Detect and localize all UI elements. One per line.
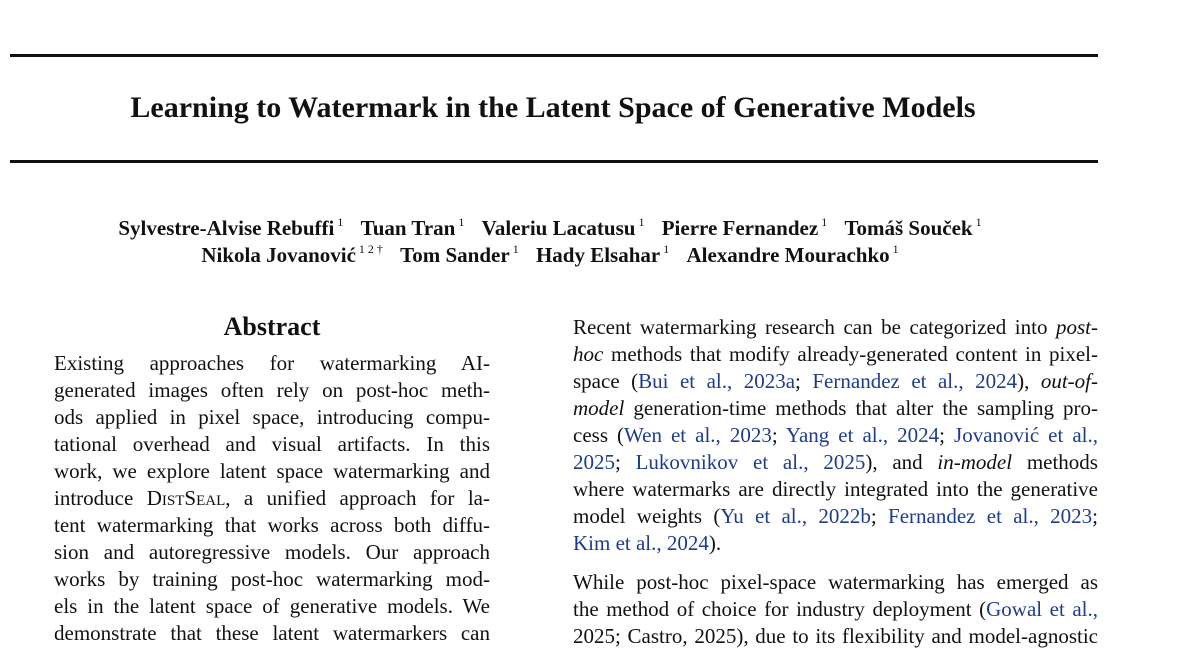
citation-link[interactable]: Gowal et al., — [986, 597, 1098, 621]
abstract-line: tent watermarking that works across both diffu- — [54, 513, 490, 537]
citation-link[interactable]: Jovanović et al., — [954, 423, 1099, 447]
intro-text: methods that modify already-generated content in pixel- — [603, 342, 1098, 366]
author-name: Tom Sander — [400, 243, 510, 267]
author-affiliation: 1 2 † — [358, 242, 383, 256]
abstract-line: work, we explore latent space watermarking and — [54, 459, 490, 483]
abstract-heading: Abstract — [223, 312, 321, 341]
citation-link[interactable]: Fernandez et al., 2023 — [888, 504, 1093, 528]
intro-line — [573, 503, 1098, 530]
author-list-line-2 — [0, 235, 1100, 269]
author — [686, 243, 898, 267]
intro-emphasis: hoc — [573, 342, 604, 366]
abstract-text: , a unified approach for la- — [225, 486, 490, 510]
author-name: Tuan Tran — [360, 216, 456, 240]
abstract-line: generated images often rely on post-hoc meth- — [54, 378, 490, 402]
citation-link[interactable]: Kim et al., 2024 — [573, 531, 709, 555]
title-bottom-rule — [10, 160, 1098, 163]
intro-text: the method of choice for industry deployment ( — [573, 597, 987, 621]
intro-text: methods — [1012, 450, 1098, 474]
intro-text: ), and — [865, 450, 938, 474]
author-name: Pierre Fernandez — [661, 216, 819, 240]
intro-text: ; — [615, 450, 636, 474]
author-affiliation: 1 — [458, 215, 465, 229]
abstract-body — [54, 350, 490, 645]
intro-text: ; — [939, 423, 955, 447]
intro-line — [573, 395, 1098, 422]
abstract-text: introduce — [54, 486, 147, 510]
intro-text: Recent watermarking research can be categorized into — [573, 315, 1056, 339]
intro-text: space ( — [573, 369, 639, 393]
abstract-line: els in the latent space of generative models. We — [54, 594, 490, 618]
intro-emphasis: post- — [1056, 315, 1098, 339]
abstract-line: tational overhead and visual artifacts. In this — [54, 432, 490, 456]
author-name: Alexandre Mourachko — [686, 243, 890, 267]
intro-line: where watermarks are directly integrated into the generative — [573, 477, 1098, 501]
abstract-line: demonstrate that these latent watermarkers can — [54, 621, 490, 645]
intro-line — [573, 449, 1098, 476]
intro-text: ; — [870, 504, 889, 528]
paper-title: Learning to Watermark in the Latent Space of Generative Models — [130, 91, 976, 124]
citation-link[interactable]: 2025 — [573, 450, 615, 474]
method-name: DistSeal — [146, 486, 226, 510]
author — [536, 243, 669, 267]
intro-line — [573, 530, 1098, 557]
abstract-line: sion and autoregressive models. Our approach — [54, 540, 490, 564]
intro-text: ). — [708, 531, 722, 555]
intro-emphasis: in-model — [937, 450, 1013, 474]
citation-link[interactable]: Fernandez et al., 2024 — [812, 369, 1018, 393]
intro-line — [573, 596, 1098, 623]
title-top-rule — [10, 54, 1098, 57]
abstract-line: works by training post-hoc watermarking mod- — [54, 567, 490, 591]
citation-link[interactable]: Bui et al., 2023a — [638, 369, 796, 393]
citation-link[interactable]: Lukovnikov et al., 2025 — [635, 450, 866, 474]
introduction-column — [573, 314, 1099, 648]
intro-emphasis: out-of- — [1040, 369, 1098, 393]
author — [400, 243, 519, 267]
author-affiliation: 1 — [821, 215, 828, 229]
abstract-line — [54, 485, 490, 512]
author-name: Hady Elsahar — [535, 243, 661, 267]
author-name: Valeriu Lacatusu — [481, 216, 636, 240]
intro-line: While post-hoc pixel-space watermarking has emerged as — [573, 570, 1098, 594]
author-name: Sylvestre-Alvise Rebuffi — [118, 216, 335, 240]
author — [201, 243, 383, 267]
author-name: Tomáš Souček — [844, 216, 973, 240]
citation-link[interactable]: Wen et al., 2023 — [624, 423, 772, 447]
author-affiliation: 1 — [512, 242, 519, 256]
intro-text: ; — [1092, 504, 1098, 528]
intro-text: generation-time methods that alter the sampling pro- — [624, 396, 1098, 420]
intro-line — [573, 422, 1098, 449]
intro-text: ; — [795, 369, 813, 393]
intro-text: cess ( — [573, 423, 624, 447]
intro-line — [573, 341, 1098, 368]
author-affiliation: 1 — [892, 242, 899, 256]
intro-text: ; — [771, 423, 786, 447]
intro-text: model weights ( — [573, 504, 721, 528]
author-name: Nikola Jovanović — [201, 243, 356, 267]
intro-line — [573, 368, 1098, 395]
author-affiliation: 1 — [975, 215, 982, 229]
intro-line: 2025; Castro, 2025), due to its flexibility and model-agnostic — [573, 624, 1098, 648]
intro-emphasis: model — [573, 396, 625, 420]
abstract-line: ods applied in pixel space, introducing compu- — [54, 405, 490, 429]
intro-text: ), — [1017, 369, 1041, 393]
citation-link[interactable]: Yang et al., 2024 — [785, 423, 940, 447]
citation-link[interactable]: Yu et al., 2022b — [720, 504, 871, 528]
intro-line — [573, 314, 1098, 341]
author-affiliation: 1 — [337, 215, 344, 229]
author-affiliation: 1 — [638, 215, 645, 229]
author-affiliation: 1 — [663, 242, 670, 256]
abstract-line: Existing approaches for watermarking AI- — [54, 351, 490, 375]
